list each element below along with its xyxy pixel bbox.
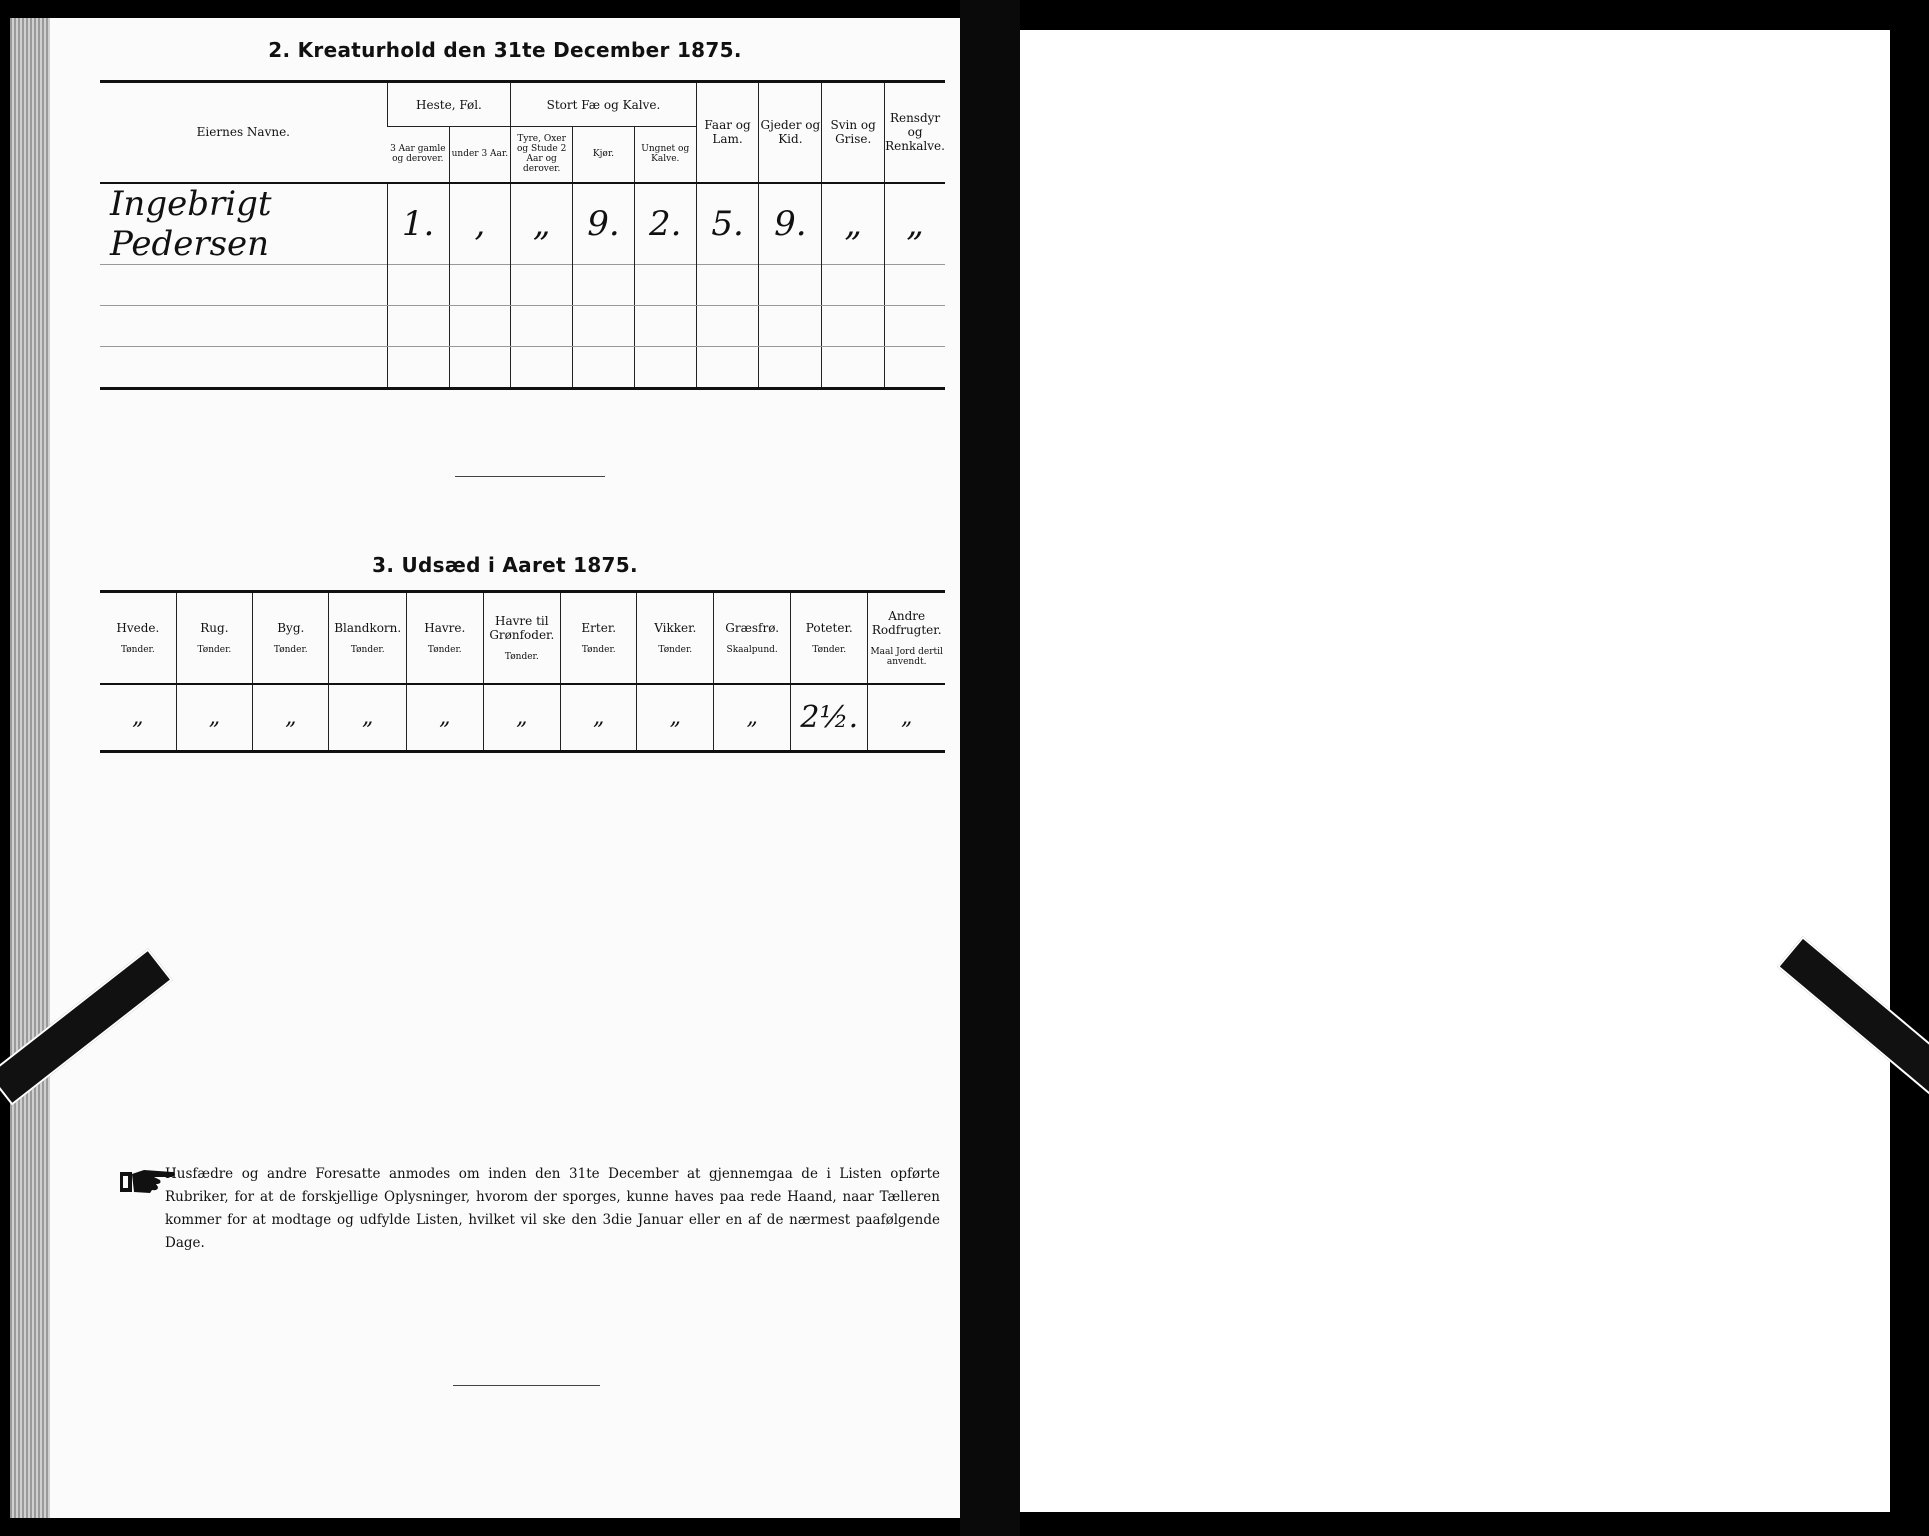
seed-col-label: Hvede.: [116, 620, 160, 635]
seed-col-unit: Tønder.: [658, 644, 693, 655]
seed-col-unit: Tønder.: [120, 644, 155, 655]
cell-value: 5.: [696, 183, 759, 265]
book-spine: [960, 0, 1020, 1536]
seed-value: „: [132, 704, 144, 730]
section-divider: [455, 476, 605, 477]
seed-col-unit: Tønder.: [350, 644, 385, 655]
seed-value: „: [714, 684, 791, 752]
heste-sub1: 3 Aar gamle og derover.: [390, 144, 446, 165]
owner-name: Ingebrigt Pedersen: [110, 183, 272, 264]
seed-title: 3. Udsæd i Aaret 1875.: [372, 553, 638, 577]
seed-value: „: [406, 684, 483, 752]
seed-col-header: [483, 592, 560, 684]
table-row: [100, 183, 945, 265]
cell-value: „: [822, 183, 885, 265]
bottom-divider: [453, 1385, 600, 1386]
seed-col-label: Græsfrø.: [725, 620, 780, 635]
table-row: [100, 264, 945, 305]
stort-sub2: Kjør.: [573, 127, 635, 183]
seed-col-unit: Tønder.: [812, 644, 847, 655]
seed-value: „: [329, 684, 406, 752]
seed-col-header: [406, 592, 483, 684]
cell-value: 2.: [634, 183, 696, 265]
table-row: [100, 346, 945, 388]
notice-text: Husfædre og andre Foresatte anmodes om inden den 31te December at gjennemgaa de i Listen opførte Rubriker, for at de forskjellige Oplysninger, hvorom der sporges, kunne haves paa rede Haand, naar Tælleren kommer for at modtage og udfylde Listen, hvilket vil ske den 3die Januar eller en af de nærmest paafølgende Dage.: [165, 1166, 940, 1251]
seed-value: „: [253, 684, 329, 752]
cell-value: ,: [449, 183, 511, 265]
seed-col-header: [176, 592, 252, 684]
seed-value: „: [561, 684, 637, 752]
seed-col-header: [100, 592, 176, 684]
seed-col-label: Poteter.: [805, 620, 853, 635]
heste-sub2: under 3 Aar.: [449, 127, 511, 183]
seed-col-unit: Tønder.: [273, 644, 308, 655]
seed-col-label: Byg.: [277, 620, 305, 635]
svin-header: Svin og Grise.: [822, 82, 885, 183]
seed-value: „: [176, 684, 252, 752]
seed-col-unit: Skaalpund.: [726, 644, 778, 655]
seed-col-header: [561, 592, 637, 684]
heste-header: Heste, Føl.: [387, 82, 511, 127]
stort-sub1: Tyre, Oxer og Stude 2 Aar og derover.: [511, 127, 573, 183]
seed-col-header: [637, 592, 714, 684]
seed-col-unit: Tønder.: [581, 644, 616, 655]
livestock-table: [100, 80, 945, 390]
owner-header: Eiernes Navne.: [196, 125, 290, 140]
seed-table: [100, 590, 945, 753]
seed-value: „: [868, 684, 945, 752]
seed-col-label: Erter.: [581, 620, 617, 635]
cell-value: „: [511, 183, 573, 265]
seed-col-label: Havre.: [424, 620, 466, 635]
cell-value: 9.: [573, 183, 635, 265]
cell-value: 9.: [759, 183, 822, 265]
seed-col-unit: Tønder.: [197, 644, 232, 655]
seed-col-header: [329, 592, 406, 684]
seed-col-header: [791, 592, 868, 684]
seed-col-unit: Maal Jord dertil anvendt.: [870, 646, 943, 667]
right-page-blank: [1020, 30, 1890, 1512]
stort-sub3: Ungnet og Kalve.: [634, 127, 696, 183]
seed-col-header: [868, 592, 945, 684]
faar-header: Faar og Lam.: [696, 82, 759, 183]
seed-col-header: [253, 592, 329, 684]
page-edge: [10, 18, 50, 1518]
seed-col-unit: Tønder.: [427, 644, 462, 655]
seed-col-label: Andre Rodfrugter.: [871, 608, 942, 637]
cell-value: „: [885, 183, 945, 265]
seed-col-label: Rug.: [200, 620, 229, 635]
seed-col-label: Havre til Grønfoder.: [489, 613, 555, 642]
left-page: [50, 18, 960, 1518]
seed-col-header: [714, 592, 791, 684]
stort-header: Stort Fæ og Kalve.: [511, 82, 696, 127]
seed-col-label: Blandkorn.: [334, 620, 402, 635]
table-row: [100, 684, 945, 752]
rensdyr-header: Rensdyr og Renkalve.: [885, 82, 945, 183]
seed-col-unit: Tønder.: [504, 651, 539, 662]
table-row: [100, 305, 945, 346]
gjeder-header: Gjeder og Kid.: [759, 82, 822, 183]
seed-value: „: [483, 684, 560, 752]
seed-value: 2½.: [791, 684, 868, 752]
seed-col-label: Vikker.: [654, 620, 697, 635]
livestock-title: 2. Kreaturhold den 31te December 1875.: [268, 38, 742, 62]
cell-value: 1.: [387, 183, 449, 265]
seed-value: „: [637, 684, 714, 752]
